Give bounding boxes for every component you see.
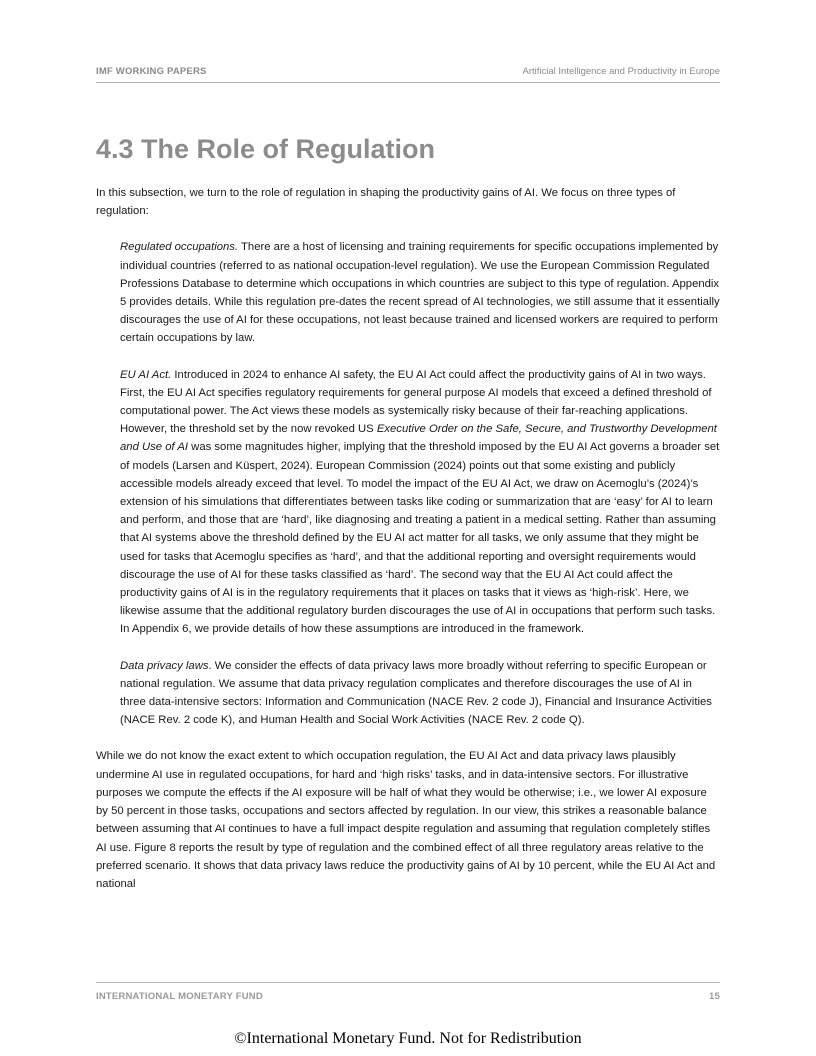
item-text: There are a host of licensing and training requirements for specific occupations implemented by individual countries (referred to as national occupation-level regulation). We use the European Commission Regulated Professions Database to determine which occupations in which countries are subject to this type of regulation. Appendix 5 provides details. While this regulation pre-dates the recent spread of AI technologies, we still assume that it essentially discourages the use of AI for these occupations, not least because trained and licensed workers are required to perform certain occupations by law.	[120, 241, 720, 345]
series-name: IMF WORKING PAPERS	[96, 66, 207, 77]
closing-paragraph: While we do not know the exact extent to which occupation regulation, the EU AI Act and data privacy laws plausibly undermine AI use in regulated occupations, for hard and ‘high risks’ tasks, and in data-intensive sectors. For illustrative purposes we compute the effects if the AI exposure will be half of what they would be otherwise; i.e., we lower AI exposure by 50 percent in those tasks, occupations and sectors affected by regulation. In our view, this strikes a reasonable balance between assuming that AI continues to have a full impact despite regulation and assuming that regulation completely stifles AI use. Figure 8 reports the result by type of regulation and the combined effect of all three regulatory areas relative to the preferred scenario. It shows that data privacy laws reduce the productivity gains of AI by 10 percent, while the EU AI Act and national	[96, 750, 716, 890]
data-privacy-paragraph	[120, 657, 720, 730]
item-title: EU AI Act.	[120, 368, 172, 381]
page-number: 15	[709, 991, 720, 1002]
item-title: Data privacy laws	[120, 659, 209, 672]
item-text: was some magnitudes higher, implying that the threshold imposed by the EU AI Act governs a broader set of models (Larsen and Küspert, 2024). European Commission (2024) points out that some existing and publicly accessible models already exceed that level. To model the impact of the EU AI Act, we draw on Acemoglu’s (2024)’s extension of his simulations that differentiates between tasks like coding or summarization that are ‘easy’ for AI to learn and perform, and those that are ‘hard’, like diagnosing and treating a patient in a medical setting. Rather than assuming that AI systems above the threshold defined by the EU AI act matter for all tasks, we only assume that they might be used for tasks that Acemoglu specifies as ‘hard’, and that the additional reporting and oversight requirements would discourage the use of AI for these tasks classified as ‘hard’. The second way that the EU AI Act could affect the productivity gains of AI is in the regulatory requirements that it places on tasks that it views as ‘high-risk’. Here, we likewise assume that the additional regulatory burden discourages the use of AI in occupations that perform such tasks. In Appendix 6, we provide details of how these assumptions are introduced in the framework.	[120, 441, 720, 636]
item-text: Introduced in 2024 to enhance AI safety, the EU AI Act could affect the productivity gains of AI in two ways. First, the EU AI Act specifies regulatory requirements for general purpose AI models that exceed a defined threshold of computational power. The Act views these models as systemically risky because of their far-reaching applications. However, the threshold set by the now revoked US	[120, 368, 712, 436]
executive-order-title: Executive Order on the Safe, Secure, and Trustworthy Development and Use of AI	[120, 423, 717, 454]
eu-ai-act-paragraph	[120, 366, 720, 639]
regulated-occupations-paragraph	[120, 238, 720, 347]
paper-title: Artificial Intelligence and Productivity in Europe	[522, 66, 720, 77]
intro-paragraph: In this subsection, we turn to the role of regulation in shaping the productivity gains of AI. We focus on three types of regulation:	[96, 187, 676, 218]
running-header	[96, 66, 720, 83]
item-text: . We consider the effects of data privacy laws more broadly without referring to specific European or national regulation. We assume that data privacy regulation complicates and therefore discourages the use of AI in three data-intensive sectors: Information and Communication (NACE Rev. 2 code J), Financial and Insurance Activities (NACE Rev. 2 code K), and Human Health and Social Work Activities (NACE Rev. 2 code Q).	[120, 659, 712, 727]
running-footer	[96, 982, 720, 1002]
body-text	[96, 184, 720, 893]
item-title: Regulated occupations.	[120, 241, 239, 254]
section-title: 4.3 The Role of Regulation	[96, 134, 436, 164]
copyright-notice: ©International Monetary Fund. Not for Redistribution	[234, 1030, 582, 1047]
publisher-name: INTERNATIONAL MONETARY FUND	[96, 991, 263, 1002]
